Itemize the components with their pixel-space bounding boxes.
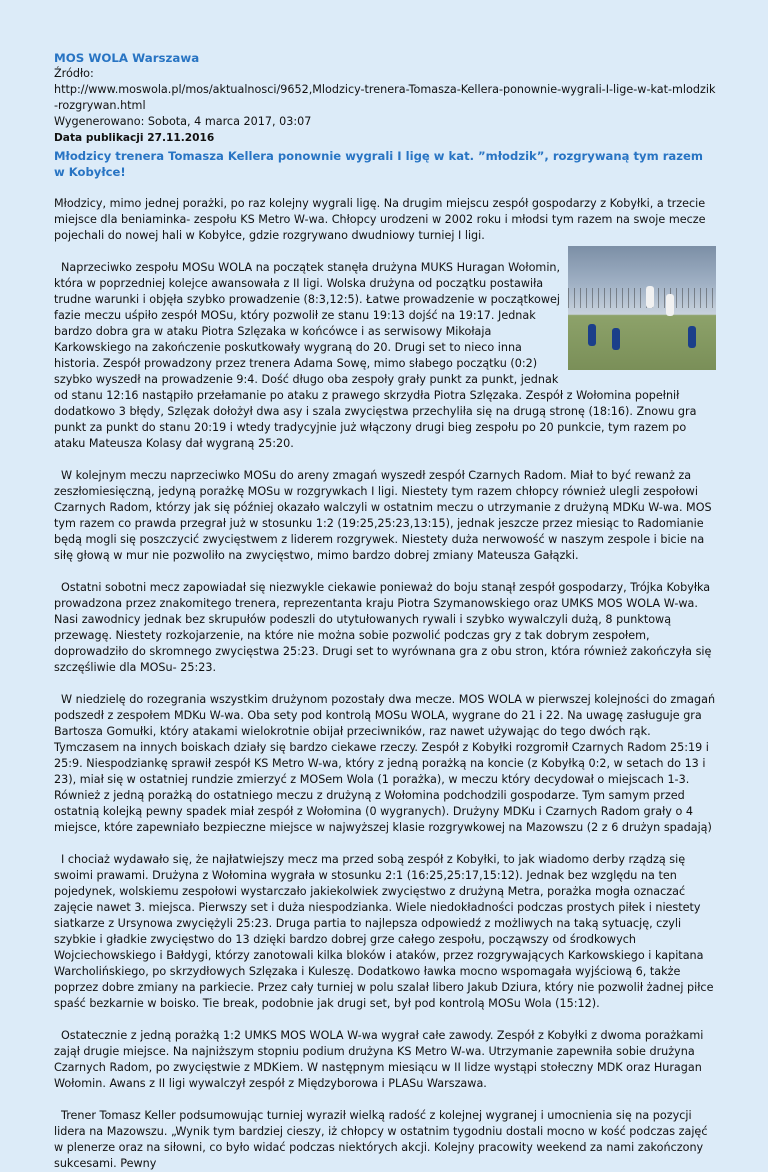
source-url[interactable]: http://www.moswola.pl/mos/aktualnosci/9652,Mlodzicy-trenera-Tomasza-Kellera-ponownie-wygrali-I-lige-w-kat-mlodzik-rozgrywan.html	[54, 83, 716, 112]
paragraph-5: W niedzielę do rozegrania wszystkim drużynom pozostały dwa mecze. MOS WOLA w pierwszej kolejności do zmagań podszedł z zespołem MDKu W-wa. Oba sety pod kontrolą MOSu WOLA, wygrane do 21 i 22. Na uwagę zasługuje gra Bartosza Gomułki, który atakami wielokrotnie obijał przeciwników, raz nawet używając do tego dwóch rąk. Tymczasem na innych boiskach działy się bardzo ciekawe rzeczy. Zespół z Kobyłki rozgromił Czarnych Radom 25:19 i 25:9. Niespodziankę sprawił zespół KS Metro W-wa, który z jedną porażką na koncie (z Kobyłką 0:2, w setach do 13 i 23), miał się w ostatniej rundzie zmierzyć z MOSem Wola (1 porażka), w meczu który decydował o miejscach 1-3. Również z jedną porażką do ostatniego meczu z drużyną z Wołomina podchodzili gospodarze. Tym samym przed ostatnią kolejką pewny spadek miał zespół z Wołomina (0 wygranych). Drużyny MDKu i Czarnych Radom grały o 4 miejsce, które zapewniało bezpieczne miejsce w najwyższej klasie rozgrywkowej na Mazowszu (2 z 6 drużyn spadają)	[54, 693, 716, 834]
publication-date: Data publikacji 27.11.2016	[54, 132, 215, 144]
paragraph-8: Trener Tomasz Keller podsumowując turniej wyraził wielką radość z kolejnej wygranej i umocnienia się na pozycji lidera na Mazowszu. „Wynik tym bardziej cieszy, iż chłopcy w ostatnim tygodniu dostali mocno w kość podczas zajęć w plenerze oraz na siłowni, co było widać podczas niektórych akcji. Kolejny pracowity weekend za nami zakończony sukcesami. Pewny	[54, 1109, 708, 1170]
paragraph-2: Naprzeciwko zespołu MOSu WOLA na początek stanęła drużyna MUKS Huragan Wołomin, która w poprzedniej kolejce awansowała z II ligi. Wolska drużyna od początku postawiła trudne warunki i objęła szybko prowadzenie (8:3,12:5). Łatwe prowadzenie w początkowej fazie meczu uśpiło zespół MOSu, który pozwolił ze stanu 19:13 dojść na 19:17. Jednak bardzo dobra gra w ataku Piotra Szlęzaka w końcówce i as serwisowy Mikołaja Karkowskiego na zakończenie poskutkowały wygraną do 20. Drugi set to nieco inna historia. Zespół prowadzony przez trenera Adama Sowę, mimo słabego początku (0:2) szybko wyszedł na prowadzenie 9:4. Dość długo oba zespoły grały punkt za punkt, jednak od stanu 12:16 nastąpiło przełamanie po ataku z prawego skrzydła Piotra Szlęzaka. Zespół z Wołomina popełnił dodatkowo 3 błędy, Szlęzak dołożył dwa asy i szala zwycięstwa przechyliła się na drugą stronę (18:16). Znowu gra punkt za punkt do stanu 20:19 i wtedy tradycyjnie już włączony drugi bieg zespołu po 20 punkcie, tym razem po ataku Mateusza Kolasy dał wygraną 25:20.	[54, 261, 697, 450]
source-label: Źródło:	[54, 67, 94, 80]
document	[54, 50, 716, 1172]
paragraph-3: W kolejnym meczu naprzeciwko MOSu do areny zmagań wyszedł zespół Czarnych Radom. Miał to być rewanż za zeszłomiesięczną, jedyną porażkę MOSu w rozgrywkach I ligi. Niestety tym razem chłopcy również ulegli zespołowi Czarnych Radom, którzy jak się później okazało walczyli w ostatnim meczu o utrzymanie z drużyną MDKu W-wa. MOS tym razem co prawda przegrał już w stosunku 1:2 (19:25,25:23,13:15), jednak jeszcze przez miesiąc to Radomianie będą mogli się poszczycić zwycięstwem z liderem rozgrywek. Niestety duża nerwowość w naszym zespole i bicie na siłę głową w mur nie pozwoliło na zwycięstwo, mimo bardzo dobrej zmiany Mateusza Gałązki.	[54, 469, 712, 562]
paragraph-4: Ostatni sobotni mecz zapowiadał się niezwykle ciekawie ponieważ do boju stanął zespół gospodarzy, Trójka Kobyłka prowadzona przez znakomitego trenera, reprezentanta kraju Piotra Szymanowskiego oraz UMKS MOS WOLA W-wa. Nasi zawodnicy jednak bez skrupułów podeszli do utytułowanych rywali i szybko wywalczyli dużą, 8 punktową przewagę. Niestety rozkojarzenie, na które nie można sobie pozwolić podczas gry z tak dobrym zespołem, doprowadziło do skromnego zwycięstwa 25:23. Drugi set to wyrównana gra z obu stron, która również zakończyła się szczęśliwie dla MOSu- 25:23.	[54, 581, 712, 674]
paragraph-1: Młodzicy, mimo jednej porażki, po raz kolejny wygrali ligę. Na drugim miejscu zespół gospodarzy z Kobyłki, a trzecie miejsce dla beniaminka- zespołu KS Metro W-wa. Chłopcy urodzeni w 2002 roku i młodsi tym razem na swoje mecze pojechali do nowej hali w Kobyłce, gdzie rozgrywano dwudniowy turniej I ligi.	[54, 197, 706, 242]
paragraph-7: Ostatecznie z jedną porażką 1:2 UMKS MOS WOLA W-wa wygrał całe zawody. Zespół z Kobyłki z dwoma porażkami zajął drugie miejsce. Na najniższym stopniu podium drużyna KS Metro W-wa. Utrzymanie zapewniła sobie drużyna Czarnych Radom, po zwycięstwie z MDKiem. W następnym miesiącu w II lidze wystąpi stołeczny MDK oraz Huragan Wołomin. Awans z II ligi wywalczył zespół z Międzyborowa i PLASu Warszawa.	[54, 1029, 704, 1090]
site-title: MOS WOLA Warszawa	[54, 51, 200, 65]
volleyball-photo	[568, 246, 716, 370]
paragraph-6: I chociaż wydawało się, że najłatwiejszy mecz ma przed sobą zespół z Kobyłki, to jak wiadomo derby rządzą się swoimi prawami. Drużyna z Wołomina wygrała w stosunku 2:1 (16:25,25:17,15:12). Jednak bez względu na ten pojedynek, wolskiemu zespołowi wystarczało jakiekolwiek zwycięstwo z drużyną Metra, porażka mogła oznaczać zajęcie nawet 3. miejsca. Pierwszy set i duża niespodzianka. Wiele niedokładności podczas prostych piłek i niestety siatkarze z Ursynowa zwyciężyli 25:23. Druga partia to najlepsza odpowiedź z możliwych na taką sytuację, czyli szybkie i gładkie zwycięstwo do 13 dzięki bardzo dobrej grze całego zespołu, począwszy od środkowych Wojciechowskiego i Bałdygi, którzy zanotowali kilka bloków i ataków, przez rozgrywających Karkowskiego i kapitana Warcholińskiego, po skrzydłowych Szlęzaka i Kuleszę. Dodatkowo ławka mocno wspomagała wyjściową 6, także poprzez dobre zmiany na parkiecie. Przez cały turniej w polu szalał libero Jakub Dziura, który nie pozwolił żadnej piłce spaść bezkarnie w boisko. Tie break, podobnie jak drugi set, był pod kontrolą MOSu Wola (15:12).	[54, 853, 714, 1010]
article-title: Młodzicy trenera Tomasza Kellera ponownie wygrali I ligę w kat. ”młodzik”, rozgrywaną tym razem w Kobyłce!	[54, 149, 703, 179]
generated-date: Wygenerowano: Sobota, 4 marca 2017, 03:07	[54, 115, 312, 128]
